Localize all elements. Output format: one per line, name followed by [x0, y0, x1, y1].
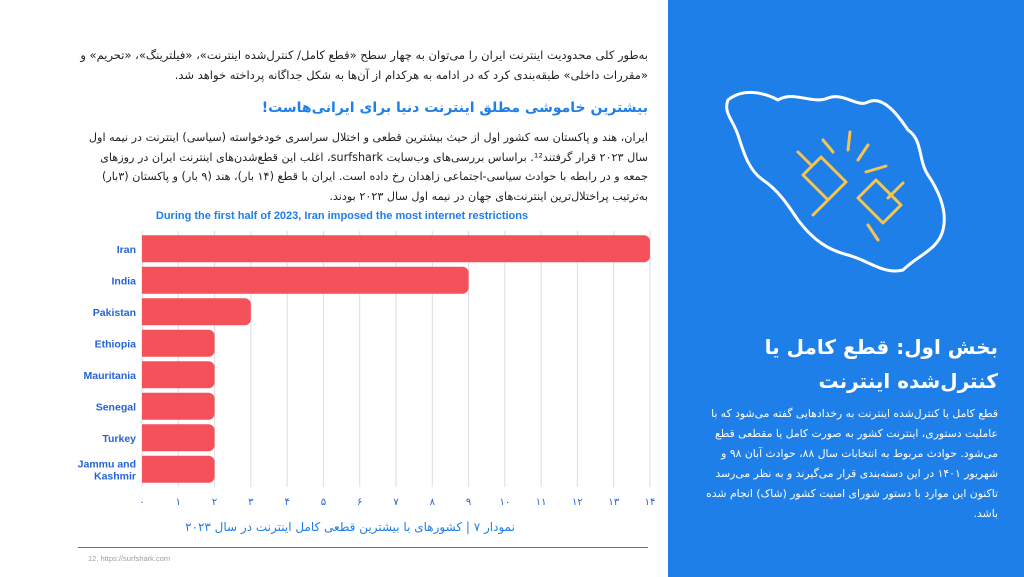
section-title — [688, 330, 998, 398]
section-title-line-2: کنترل‌شده اینترنت — [818, 369, 998, 393]
section-heading: بیشترین خاموشی مطلق اینترنت دنیا برای ایرانی‌هاست! — [261, 100, 648, 116]
unplugged-map-icon — [718, 80, 958, 280]
section-title-line-1: بخش اول: قطع کامل یا — [764, 335, 998, 359]
bar-chart — [62, 205, 662, 525]
bar-ethiopia — [142, 330, 215, 357]
x-tick-label-5: ۵ — [320, 497, 327, 508]
bar-senegal — [142, 393, 215, 420]
x-tick-label-9: ۹ — [465, 497, 472, 508]
x-tick-label-3: ۳ — [248, 497, 254, 508]
bar-pakistan — [142, 298, 251, 325]
section-body: قطع کامل یا کنترل‌شده اینترنت به رخدادهایی گفته می‌شود که با عاملیت دستوری، اینترنت کشور به صورت کامل یا مقطعی قطع می‌شود. حوادث مربوط به انتخابات سال ۸۸، حوادث آبان ۹۸ و شهریور ۱۴۰۱ در این دسته‌بندی قرار می‌گیرند و به نظر می‌رسد تاکنون این موارد با دستور شورای امنیت کشور (شاک) انجام شده باشد. — [706, 407, 998, 520]
category-label-pakistan: Pakistan — [92, 306, 136, 319]
x-tick-label-6: ۶ — [357, 497, 363, 508]
x-tick-label-1: ۱ — [175, 497, 181, 508]
chart-canvas — [62, 205, 662, 525]
category-label-senegal: Senegal — [95, 401, 136, 414]
x-tick-label-4: ۴ — [284, 497, 290, 508]
body-paragraph: ایران، هند و پاکستان سه کشور اول از حیث بیشترین قطعی و اختلال سراسری خودخواسته (سیاسی) اینترنت در نیمه اول سال ۲۰۲۳ قرار گرفتند¹². براساس بررسی‌های وب‌سایت surfshark، اغلب این قطع‌شدن‌های اینترنت ایران در روزهای جمعه و در رابطه با حوادث سیاسی-اجتماعی زاهدان رخ داده است. ایران با قطع (۱۴ بار)، هند (۹ بار) و پاکستان (۳بار) به‌ترتیب پراختلال‌ترین اینترنت‌های جهان در نیمه اول سال ۲۰۲۳ بودند. — [88, 131, 648, 203]
category-label-turkey: Turkey — [102, 432, 136, 445]
bar-mauritania — [142, 361, 215, 388]
bar-india — [142, 267, 469, 294]
intro-paragraph: به‌طور کلی محدودیت اینترنت ایران را می‌توان به چهار سطح «قطع کامل/ کنترل‌شده اینترنت»، «فیلترینگ»، «تحریم» و «مقررات داخلی» طبقه‌بندی کرد که در ادامه به هرکدام از آن‌ها به شکل جداگانه پرداخته خواهد شد. — [80, 48, 648, 82]
category-label-iran: Iran — [116, 243, 136, 256]
x-tick-label-2: ۲ — [211, 497, 218, 508]
right-panel — [668, 0, 1024, 577]
x-tick-label-8: ۸ — [429, 497, 435, 508]
chart-title: During the first half of 2023, Iran imposed the most internet restrictions — [155, 210, 529, 222]
chart-caption: نمودار ۷ | کشورهای با بیشترین قطعی کامل اینترنت در سال ۲۰۲۳ — [185, 520, 515, 534]
footnote: 12. https://surfshark.com — [88, 554, 171, 563]
x-tick-label-13: ۱۳ — [608, 497, 620, 508]
x-tick-label-12: ۱۲ — [572, 497, 583, 508]
bar-turkey — [142, 424, 215, 451]
footer-divider — [78, 547, 648, 548]
x-tick-label-0: ۰ — [139, 497, 145, 508]
x-tick-label-14: ۱۴ — [644, 497, 656, 508]
category-label-ethiopia: Ethiopia — [94, 338, 136, 351]
category-label-india: India — [111, 275, 136, 288]
category-label-jammu-and-kashmir: Jammu and Kashmir — [77, 458, 136, 483]
bar-iran — [142, 235, 650, 262]
bar-jammu-and-kashmir — [142, 456, 215, 483]
category-label-mauritania: Mauritania — [83, 369, 136, 382]
x-tick-label-11: ۱۱ — [535, 497, 547, 508]
x-tick-label-7: ۷ — [393, 497, 399, 508]
x-tick-label-10: ۱۰ — [499, 497, 511, 508]
